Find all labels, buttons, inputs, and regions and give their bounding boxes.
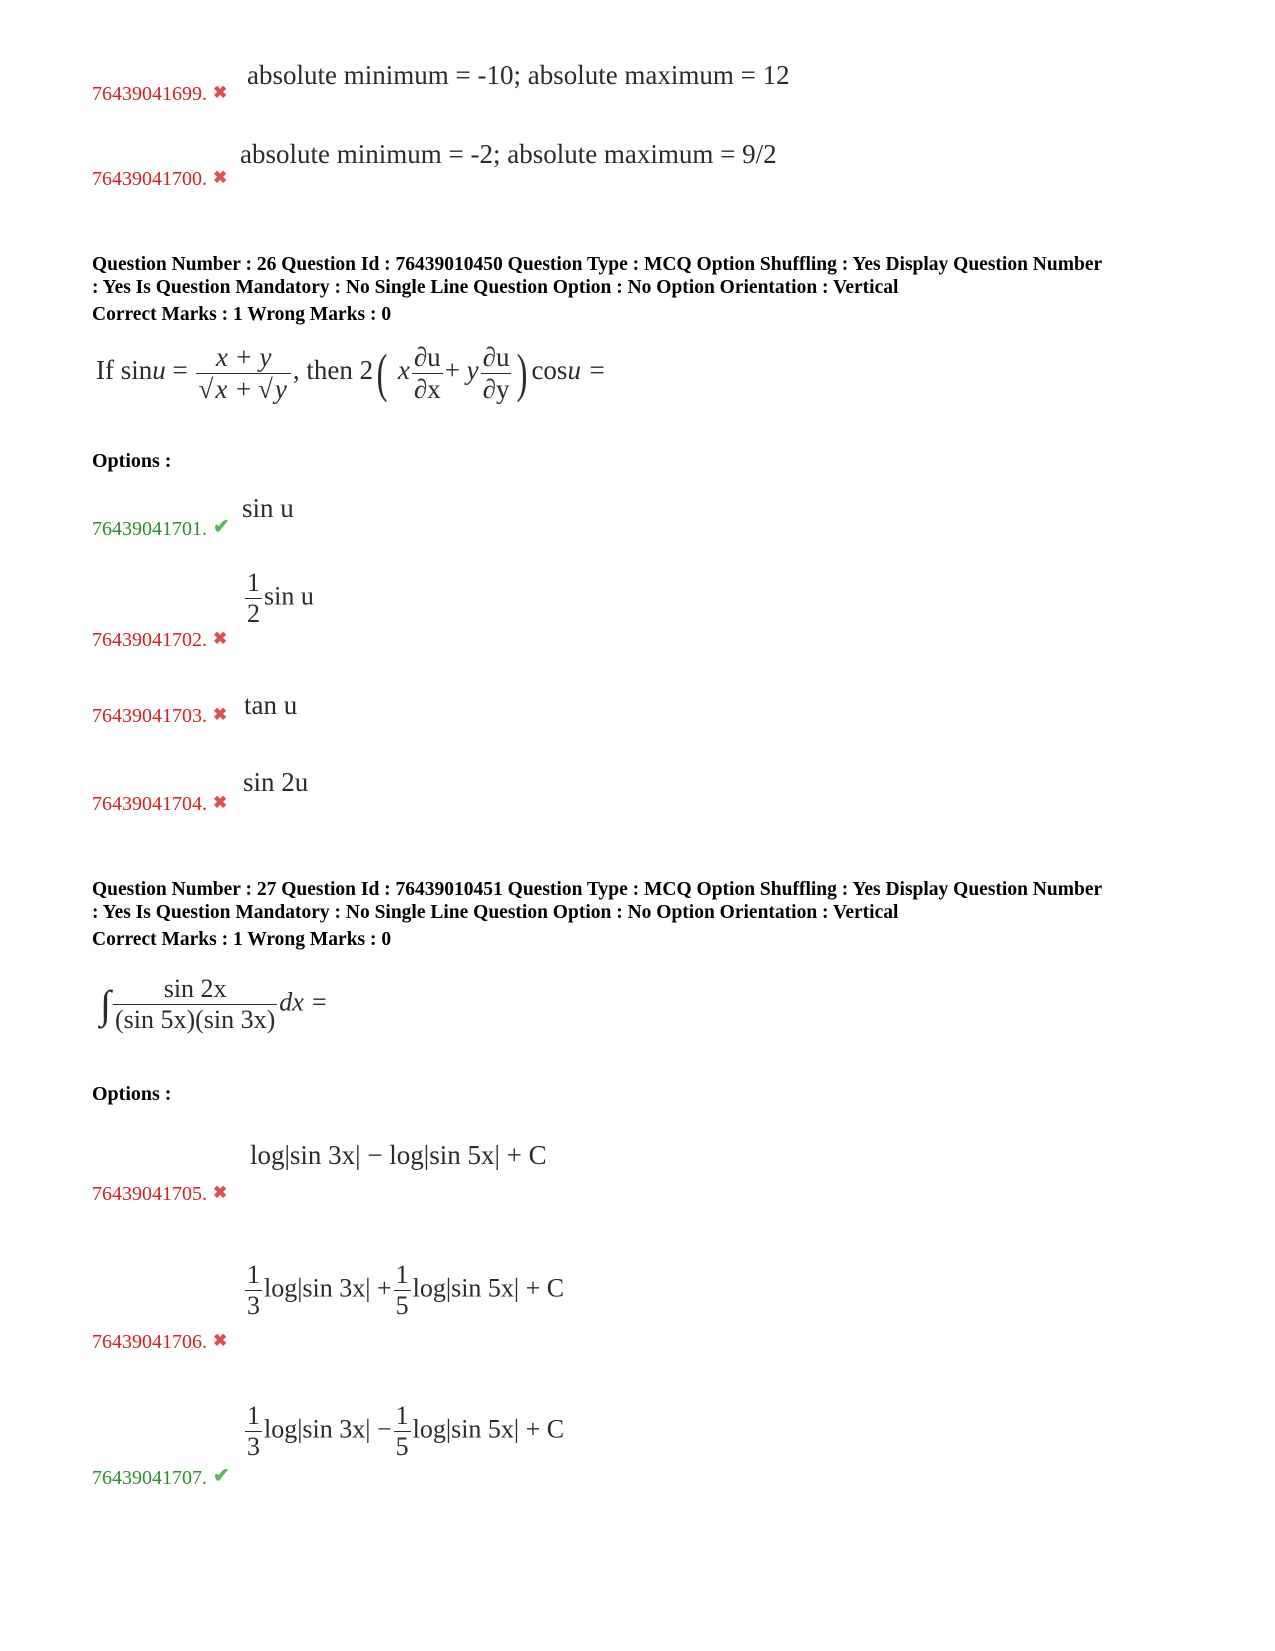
- options-label: Options :: [92, 1083, 172, 1105]
- question-header-line: Question Number : 27 Question Id : 76439010451 Question Type : MCQ Option Shuffling : Yes Display Question Number: [92, 879, 1103, 900]
- question-header-line: Question Number : 26 Question Id : 76439010450 Question Type : MCQ Option Shuffling : Yes Display Question Number: [92, 254, 1103, 275]
- cross-icon: ✖: [213, 1183, 228, 1202]
- option-704-expression: sin 2u: [243, 767, 309, 797]
- option-id-705: [92, 1183, 227, 1206]
- question-header-line: : Yes Is Question Mandatory : No Single Line Question Option : No Option Orientation : Vertical: [92, 277, 899, 298]
- option-700-expression: absolute minimum = -2; absolute maximum = 9/2: [240, 139, 777, 169]
- question-fraction: $\frac{x + y}{√x + √y}$: [196, 344, 290, 403]
- option-705-expression: log|sin 3x| − log|sin 5x| + C: [250, 1140, 547, 1170]
- question-26-body: If sinu = $\frac{x + y}{√x + √y}$ , then 2( x $\frac{\partial u}{\partial x}$ + y $\frac{\partial u}{\partial y}$ ) cosu =: [96, 341, 606, 404]
- option-id-text: 76439041705.: [92, 1183, 207, 1205]
- option-id-699: [92, 83, 227, 106]
- cross-icon: ✖: [213, 168, 228, 187]
- cross-icon: ✖: [213, 705, 228, 724]
- option-707-expression: $\frac{1}{3}$ log|sin 3x| − $\frac{1}{5}$ log|sin 5x| + C: [247, 1401, 565, 1461]
- option-id-text: 76439041704.: [92, 793, 207, 815]
- question-marks: Correct Marks : 1 Wrong Marks : 0: [92, 929, 392, 950]
- option-id-text: 76439041707.: [92, 1467, 207, 1489]
- question-marks: Correct Marks : 1 Wrong Marks : 0: [92, 304, 392, 325]
- option-id-text: 76439041706.: [92, 1331, 207, 1353]
- cross-icon: ✖: [213, 629, 228, 648]
- option-id-706: [92, 1331, 227, 1354]
- check-icon: ✔: [213, 516, 230, 538]
- option-id-703: [92, 705, 227, 728]
- option-id-707: [92, 1463, 230, 1490]
- option-id-text: 76439041699.: [92, 83, 207, 105]
- option-702-expression: $\frac{1}{2}$ sin u: [247, 568, 314, 628]
- option-701-expression: sin u: [242, 493, 294, 523]
- cross-icon: ✖: [213, 83, 228, 102]
- option-id-text: 76439041702.: [92, 629, 207, 651]
- option-id-text: 76439041700.: [92, 168, 207, 190]
- question-header-line: : Yes Is Question Mandatory : No Single Line Question Option : No Option Orientation : Vertical: [92, 902, 899, 923]
- option-id-702: [92, 629, 227, 652]
- options-label: Options :: [92, 450, 172, 472]
- option-id-text: 76439041701.: [92, 518, 207, 540]
- option-699-expression: absolute minimum = -10; absolute maximum = 12: [247, 60, 790, 90]
- cross-icon: ✖: [213, 1331, 228, 1350]
- option-id-text: 76439041703.: [92, 705, 207, 727]
- option-id-704: [92, 793, 227, 816]
- question-27-body: ∫ $\frac{\sin 2x}{(\sin 5x)(\sin 3x)}$ dx =: [100, 974, 328, 1034]
- check-icon: ✔: [213, 1465, 230, 1487]
- question-27-header: [92, 878, 1192, 951]
- option-706-expression: $\frac{1}{3}$ log|sin 3x| + $\frac{1}{5}$ log|sin 5x| + C: [247, 1260, 565, 1320]
- question-26-header: [92, 253, 1192, 326]
- option-id-700: [92, 168, 227, 191]
- cross-icon: ✖: [213, 793, 228, 812]
- option-703-expression: tan u: [244, 690, 298, 720]
- option-id-701: [92, 514, 230, 541]
